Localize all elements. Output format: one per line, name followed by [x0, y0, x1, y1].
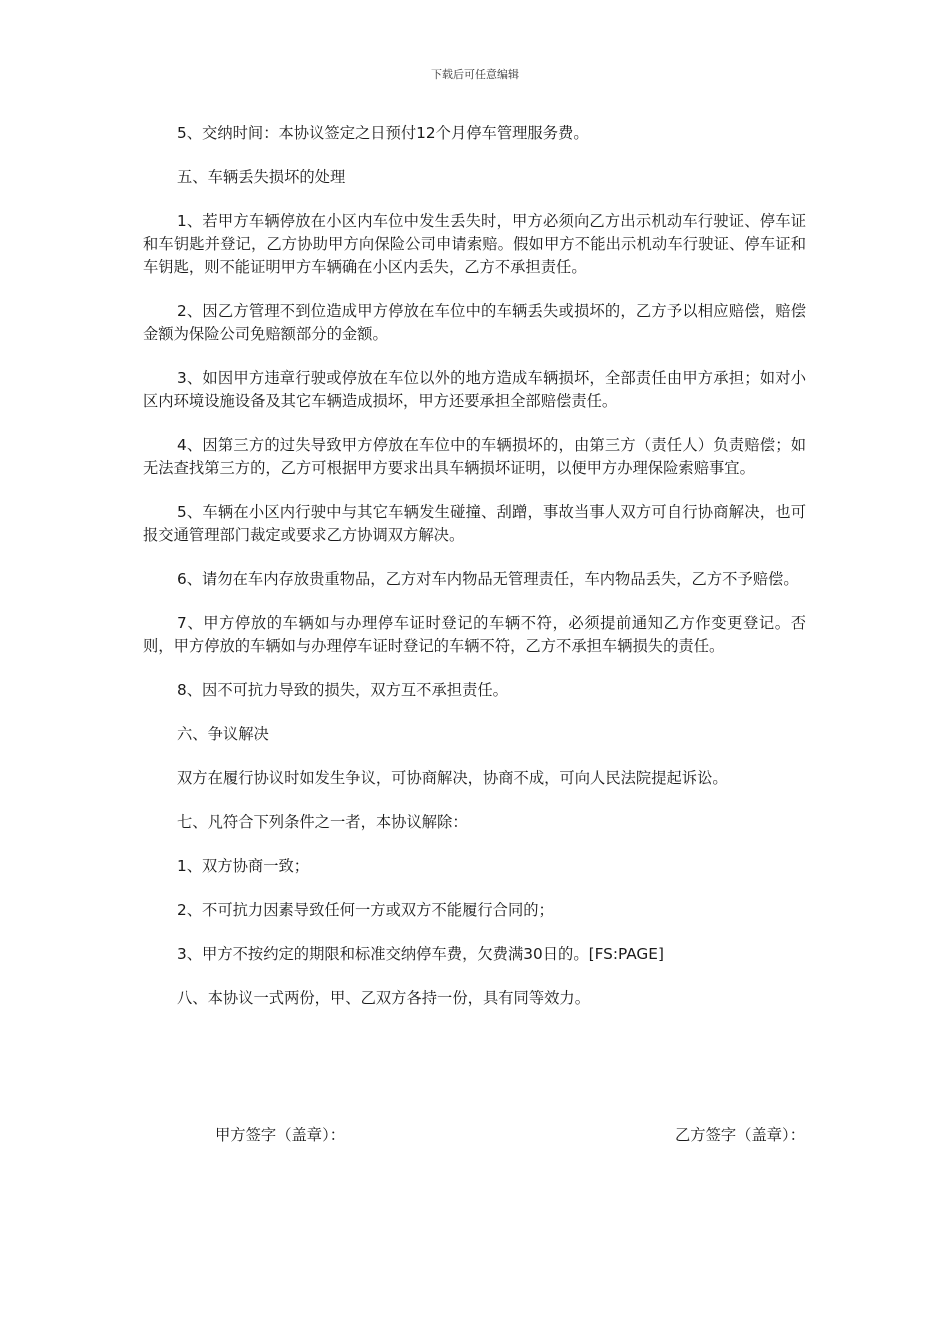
- party-a-signature-label: 甲方签字（盖章）：: [215, 1126, 346, 1144]
- party-b-signature-label: 乙方签字（盖章）：: [674, 1126, 805, 1144]
- paragraph: 5、交纳时间：本协议签定之日预付12个月停车管理服务费。: [177, 124, 589, 142]
- page-header-note: 下载后可任意编辑: [431, 68, 519, 81]
- paragraph: 1、若甲方车辆停放在小区内车位中发生丢失时，甲方必须向乙方出示机动车行驶证、停车证和车钥匙并登记，乙方协助甲方向保险公司申请索赔。假如甲方不能出示机动车行驶证、停车证和车钥匙，则不能证明甲方车辆确在小区内丢失，乙方不承担责任。: [143, 212, 806, 276]
- signature-row: [215, 1124, 805, 1147]
- paragraph: 1、双方协商一致；: [177, 857, 310, 875]
- paragraph: 6、请勿在车内存放贵重物品，乙方对车内物品无管理责任，车内物品丢失，乙方不予赔偿。: [177, 570, 799, 588]
- document-body: [143, 122, 806, 1031]
- paragraph: 8、因不可抗力导致的损失，双方互不承担责任。: [177, 681, 508, 699]
- section-heading: 五、车辆丢失损坏的处理: [177, 168, 346, 186]
- section-heading: 七、凡符合下列条件之一者，本协议解除：: [177, 813, 468, 831]
- paragraph: 4、因第三方的过失导致甲方停放在车位中的车辆损坏的，由第三方（责任人）负责赔偿；如无法查找第三方的，乙方可根据甲方要求出具车辆损坏证明，以便甲方办理保险索赔事宜。: [143, 436, 806, 477]
- paragraph: 2、不可抗力因素导致任何一方或双方不能履行合同的；: [177, 901, 554, 919]
- section-heading: 六、争议解决: [177, 725, 269, 743]
- paragraph: 3、甲方不按约定的期限和标准交纳停车费，欠费满30日的。[FS:PAGE]: [177, 945, 664, 963]
- paragraph: 双方在履行协议时如发生争议，可协商解决，协商不成，可向人民法院提起诉讼。: [177, 769, 728, 787]
- paragraph: 3、如因甲方违章行驶或停放在车位以外的地方造成车辆损坏，全部责任由甲方承担；如对小区内环境设施设备及其它车辆造成损坏，甲方还要承担全部赔偿责任。: [143, 369, 806, 410]
- section-heading: 八、本协议一式两份，甲、乙双方各持一份，具有同等效力。: [177, 989, 591, 1007]
- paragraph: 2、因乙方管理不到位造成甲方停放在车位中的车辆丢失或损坏的，乙方予以相应赔偿，赔偿金额为保险公司免赔额部分的金额。: [143, 302, 806, 343]
- paragraph: 5、车辆在小区内行驶中与其它车辆发生碰撞、刮蹭，事故当事人双方可自行协商解决，也可报交通管理部门裁定或要求乙方协调双方解决。: [143, 503, 806, 544]
- paragraph: 7、甲方停放的车辆如与办理停车证时登记的车辆不符，必须提前通知乙方作变更登记。否则，甲方停放的车辆如与办理停车证时登记的车辆不符，乙方不承担车辆损失的责任。: [143, 614, 806, 655]
